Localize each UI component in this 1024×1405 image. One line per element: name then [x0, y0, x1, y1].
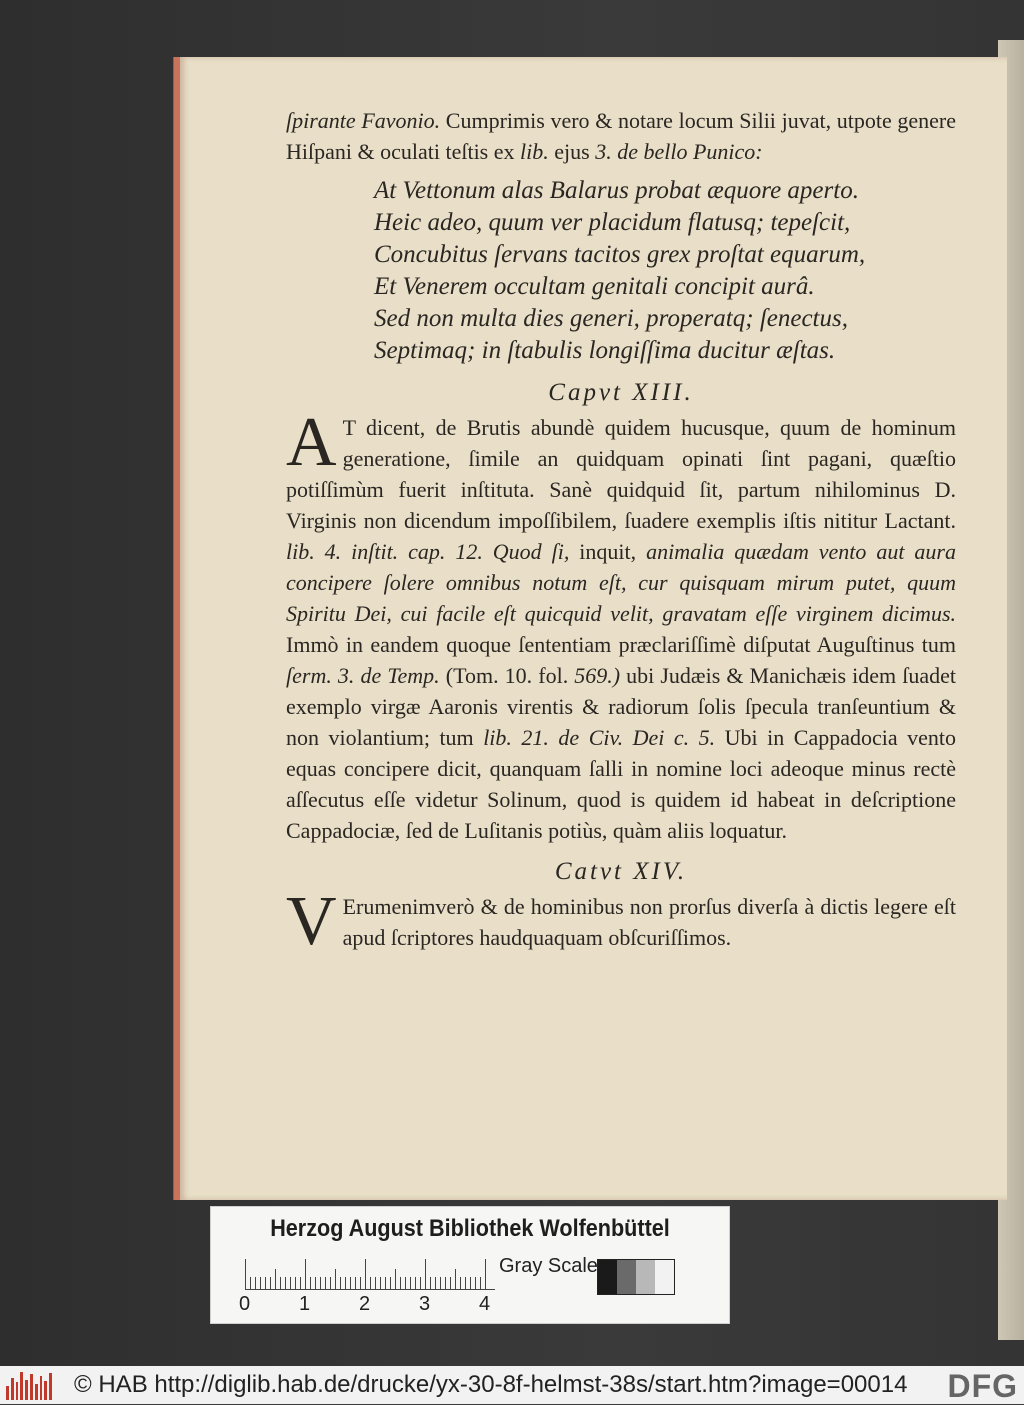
logo-bar [20, 1372, 23, 1400]
color-calibration-card [210, 1206, 730, 1324]
logo-bar [35, 1384, 38, 1400]
verse-line: Sed non multa dies generi, properatq; ſenectus, [374, 305, 848, 332]
para-text: ubi Judæis & Manichæis idem ſuadet exemplo virgæ Aaronis virentis & radiorum ſolis ſpecula tranſeuntium & non violantium; tum [286, 663, 956, 750]
ruler-tick [345, 1277, 346, 1289]
ruler-tick [330, 1277, 331, 1289]
ruler-tick [245, 1259, 246, 1289]
ruler-tick [340, 1277, 341, 1289]
gray-scale-label: Gray Scale [499, 1255, 598, 1277]
logo-bar [11, 1378, 14, 1400]
chapter-heading-xiii: Capvt XIII. [548, 379, 694, 406]
book-page [173, 57, 1007, 1200]
ruler-tick [285, 1277, 286, 1289]
gray-swatch [617, 1260, 636, 1294]
hab-logo-icon [6, 1370, 52, 1400]
intro-italic-2: lib. [520, 139, 549, 164]
ruler-tick [375, 1277, 376, 1289]
para-italic: lib. 21. de Civ. Dei c. 5. [483, 725, 716, 750]
verse-line: Heic adeo, quum ver placidum flatusq; tepeſcit, [374, 209, 851, 236]
logo-bar [30, 1374, 33, 1400]
dfg-logo: DFG [947, 1368, 1018, 1404]
verse-line: Concubitus ſervans tacitos grex proſtat equarum, [374, 241, 866, 268]
ruler-tick [300, 1277, 301, 1289]
ruler-tick [465, 1277, 466, 1289]
para-text: (Tom. 10. fol. [439, 663, 575, 688]
intro-italic-3: 3. de bello Punico: [595, 139, 763, 164]
ruler-tick [425, 1259, 426, 1289]
gray-swatch [655, 1260, 674, 1294]
ruler-tick [275, 1269, 276, 1289]
ruler-tick [355, 1277, 356, 1289]
logo-bar [40, 1376, 43, 1400]
intro-paragraph [286, 105, 956, 167]
ruler-tick [360, 1277, 361, 1289]
ruler-tick [485, 1259, 486, 1289]
ruler-tick [460, 1277, 461, 1289]
verse-line: Septimaq; in ſtabulis longiſſima ducitur æſtas. [374, 337, 836, 364]
drop-cap: V [286, 883, 337, 960]
verse-line: At Vettonum alas Balarus probat æquore aperto. [374, 177, 859, 204]
para-italic: lib. 4. inſtit. cap. 12. Quod ſi, [286, 539, 570, 564]
ruler-number: 4 [479, 1293, 491, 1315]
intro-text-2: ejus [548, 139, 596, 164]
ruler-tick [455, 1269, 456, 1289]
ruler-tick [445, 1277, 446, 1289]
ruler-tick [400, 1277, 401, 1289]
ruler-tick [290, 1277, 291, 1289]
ruler-tick [255, 1277, 256, 1289]
ruler-tick [450, 1277, 451, 1289]
ruler-tick [435, 1277, 436, 1289]
ruler-tick [430, 1277, 431, 1289]
ruler-tick [415, 1277, 416, 1289]
ruler-tick [365, 1259, 366, 1289]
ruler-number: 2 [359, 1293, 371, 1315]
verse-line: Et Venerem occultam genitali concipit aurâ. [374, 273, 815, 300]
ruler-tick [305, 1259, 306, 1289]
ruler-tick [405, 1277, 406, 1289]
gray-swatch [598, 1260, 617, 1294]
ruler-tick [410, 1277, 411, 1289]
ruler-tick [480, 1277, 481, 1289]
ruler-number: 0 [239, 1293, 251, 1315]
ruler-tick [325, 1277, 326, 1289]
para-text: Erumenimverò & de hominibus non prorſus diverſa à dictis legere eſt apud ſcriptores haudquaquam obſcuriſſimos. [342, 894, 956, 950]
ruler-tick [370, 1277, 371, 1289]
para-text: Ubi in Cappadocia vento equas concipere dicit, quanquam ſalli in nomine loci adeoque minus rectè aſſecutus eſſe videtur Solinum, quod is quidem id habeat in deſcriptione Cappadociæ, ſed de Luſitanis potiùs, quàm aliis loquatur. [286, 725, 957, 843]
ruler-tick [440, 1277, 441, 1289]
ruler-tick [295, 1277, 296, 1289]
ruler-tick [420, 1277, 421, 1289]
gray-swatch [636, 1260, 655, 1294]
ruler-tick [260, 1277, 261, 1289]
ruler-tick [265, 1277, 266, 1289]
chapter-xiii-paragraph [286, 404, 957, 846]
para-italic: animalia quædam vento aut aura concipere ſolere omnibus notum eſt, cur quisquam mirum putet, quum Spiritu Dei, cui facile eſt quicquid velit, gravatam eſſe virginem dicimus. [286, 539, 956, 626]
para-text: inquit, [569, 539, 647, 564]
verse-block [374, 175, 956, 367]
ruler-tick [470, 1277, 471, 1289]
ruler-tick [380, 1277, 381, 1289]
logo-bar [16, 1382, 19, 1400]
footer-bar [0, 1366, 1024, 1404]
ruler-tick [350, 1277, 351, 1289]
chapter-xiv-paragraph [286, 883, 956, 960]
logo-bar [6, 1386, 9, 1400]
ruler-tick [280, 1277, 281, 1289]
drop-cap: A [286, 404, 337, 481]
para-text: T dicent, de Brutis abundè quidem hucusque, quum de hominum generatione, ſimile an quidquam opinati ſint pagani, quæſtio potiſſimùm fuerit inſtituta. Sanè quidquid ſit, partum nihilominus D. Virginis non dicendum impoſſibilem, ſuadere exemplis iſtis nititur Lactant. [286, 415, 956, 533]
ruler-tick [310, 1277, 311, 1289]
ruler-tick [250, 1277, 251, 1289]
ruler-tick [475, 1277, 476, 1289]
ruler-tick [335, 1269, 336, 1289]
intro-italic-1: ſpirante Favonio. [286, 108, 441, 133]
logo-bar [44, 1381, 47, 1400]
ruler-number: 1 [299, 1293, 311, 1315]
ruler-tick [320, 1277, 321, 1289]
para-text: Immò in eandem quoque ſententiam præclariſſimè diſputat Auguſtinus tum [286, 632, 956, 657]
ruler-tick [395, 1269, 396, 1289]
measurement-ruler [245, 1259, 495, 1290]
gray-scale-swatches [597, 1259, 675, 1295]
intro-text-1: Cumprimis vero & notare locum Silii juvat, utpote genere Hiſpani & oculati teſtis ex [286, 108, 956, 164]
para-italic: ſerm. 3. de Temp. [286, 663, 440, 688]
footer-copyright-link[interactable]: © HAB http://diglib.hab.de/drucke/yx-30-8f-helmst-38s/start.htm?image=00014 [74, 1371, 908, 1398]
ruler-number: 3 [419, 1293, 431, 1315]
page-text [286, 105, 957, 960]
ruler-tick [270, 1277, 271, 1289]
ruler-tick [390, 1277, 391, 1289]
chapter-heading-xiv: Catvt XIV. [554, 858, 688, 885]
ruler-tick [385, 1277, 386, 1289]
library-name: Herzog August Bibliothek Wolfenbüttel [270, 1215, 670, 1242]
logo-bar [25, 1380, 28, 1400]
logo-bar [49, 1373, 52, 1400]
para-italic: 569.) [574, 663, 621, 688]
ruler-tick [315, 1277, 316, 1289]
